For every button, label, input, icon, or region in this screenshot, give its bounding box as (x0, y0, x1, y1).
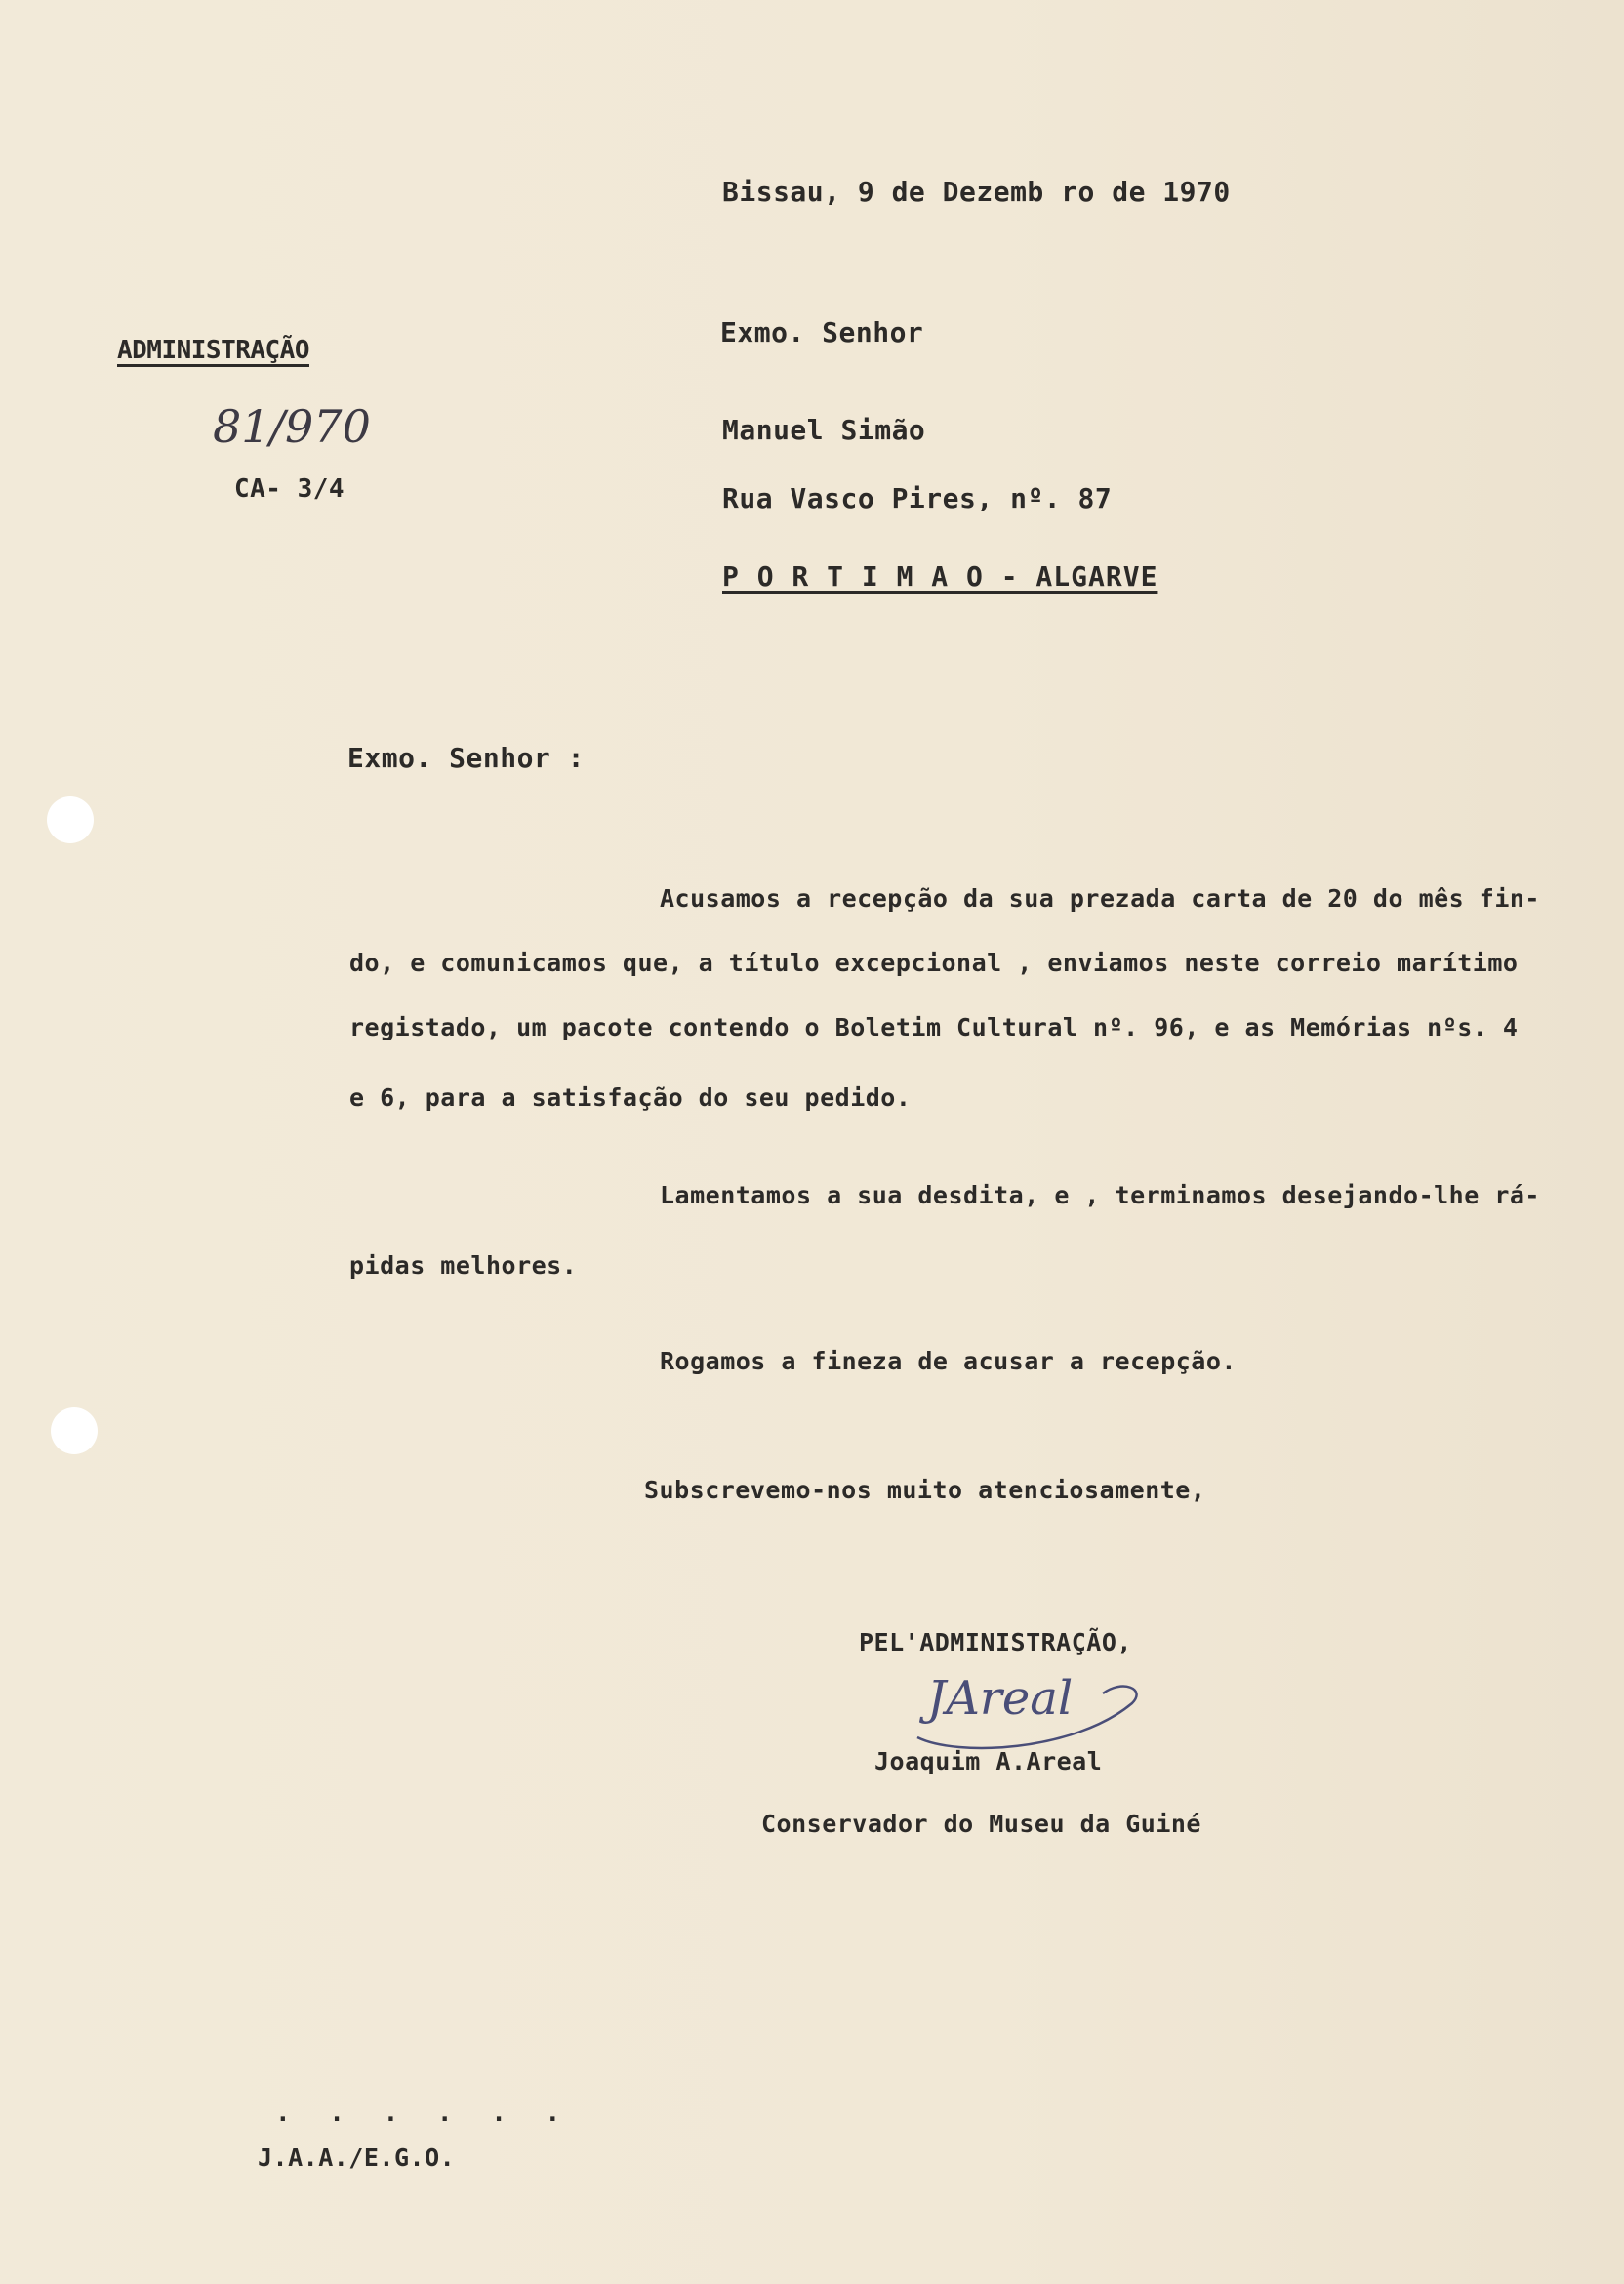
closing-org: PEL'ADMINISTRAÇÃO, (859, 1628, 1132, 1656)
body-line-8: Subscrevemo-nos muito atenciosamente, (644, 1476, 1206, 1504)
body-line-6: pidas melhores. (349, 1251, 578, 1280)
initials: J.A.A./E.G.O. (258, 2143, 456, 2172)
body-line-2: do, e comunicamos que, a título excepcional , enviamos neste correio marítimo (349, 949, 1519, 977)
recipient-street: Rua Vasco Pires, nº. 87 (722, 482, 1113, 514)
body-line-7: Rogamos a fineza de acusar a recepção. (660, 1347, 1237, 1375)
punch-hole-bottom (51, 1407, 98, 1454)
signatory-name: Joaquim A.Areal (874, 1747, 1103, 1775)
reference-handwritten: 81/970 (213, 400, 371, 453)
date-line: Bissau, 9 de Dezemb ro de 1970 (722, 176, 1231, 208)
signatory-title: Conservador do Museu da Guiné (761, 1810, 1201, 1838)
punch-hole-top (47, 796, 94, 843)
body-line-1: Acusamos a recepção da sua prezada carta de 20 do mês fin- (660, 884, 1540, 913)
reference-code: CA- 3/4 (234, 474, 345, 504)
department-label: ADMINISTRAÇÃO (117, 336, 309, 365)
salutation: Exmo. Senhor : (347, 742, 586, 774)
body-line-3: registado, um pacote contendo o Boletim Cultural nº. 96, e as Memórias nºs. 4 (349, 1013, 1519, 1041)
recipient-name: Manuel Simão (722, 414, 926, 446)
signature-handwritten: JAreal (927, 1671, 1074, 1726)
header-salutation: Exmo. Senhor (720, 316, 924, 348)
recipient-city: P O R T I M A O - ALGARVE (722, 560, 1158, 592)
body-line-5: Lamentamos a sua desdita, e , terminamos desejando-lhe rá- (660, 1181, 1540, 1209)
body-line-4: e 6, para a satisfação do seu pedido. (349, 1083, 912, 1112)
footer-dots: . . . . . . (275, 2099, 573, 2128)
